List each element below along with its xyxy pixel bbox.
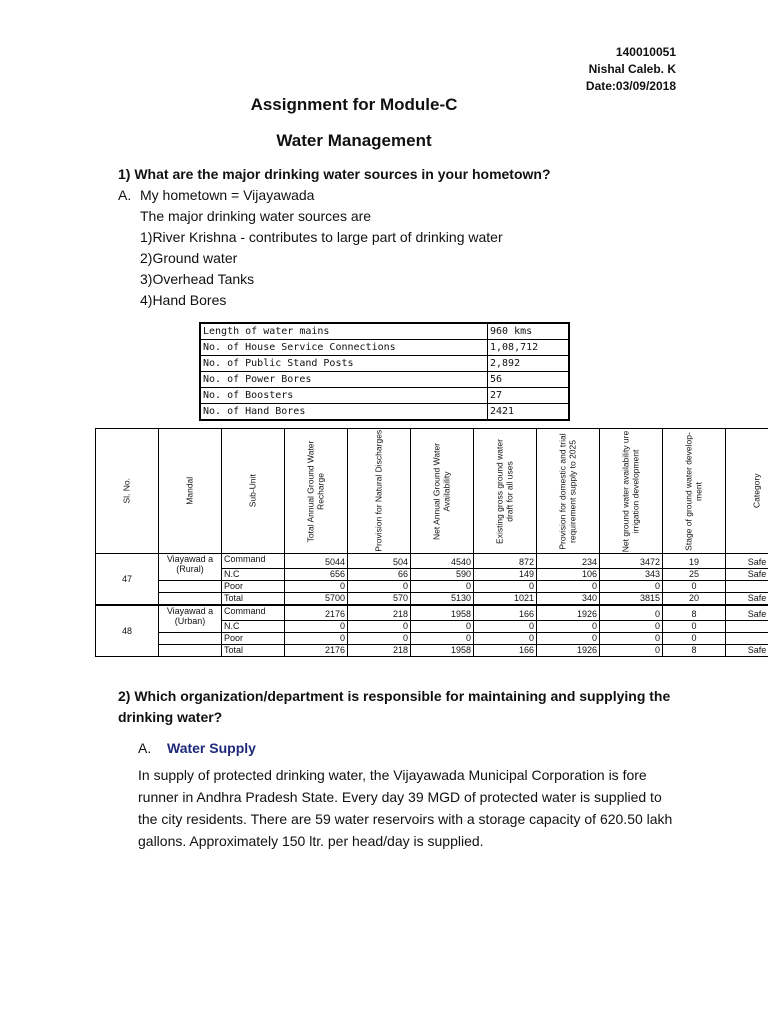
table-row bbox=[200, 404, 569, 421]
table-cell-value: 1,08,712 bbox=[488, 340, 570, 356]
category-cell bbox=[726, 581, 768, 593]
value-cell: 1021 bbox=[474, 593, 537, 606]
column-header: Provision for domestic and trial requirement supply to 2025 bbox=[537, 429, 600, 554]
value-cell: 0 bbox=[285, 581, 348, 593]
table-row bbox=[200, 372, 569, 388]
table-row bbox=[200, 388, 569, 404]
value-cell: 0 bbox=[474, 581, 537, 593]
value-cell: 0 bbox=[348, 633, 411, 645]
value-cell: 0 bbox=[411, 621, 474, 633]
table-cell-value: 27 bbox=[488, 388, 570, 404]
value-cell: 1926 bbox=[537, 645, 600, 657]
value-cell: 0 bbox=[474, 621, 537, 633]
value-cell: 0 bbox=[285, 621, 348, 633]
value-cell: 1958 bbox=[411, 605, 474, 621]
table-cell-label: No. of Public Stand Posts bbox=[200, 356, 488, 372]
column-header: Existing gross ground water draft for all uses bbox=[474, 429, 537, 554]
value-cell: 0 bbox=[600, 645, 663, 657]
table-cell-label: No. of Boosters bbox=[200, 388, 488, 404]
mandal-cell: Viayawad a (Rural) bbox=[159, 554, 222, 581]
table-row bbox=[96, 605, 768, 621]
value-cell: 2176 bbox=[285, 605, 348, 621]
value-cell: 20 bbox=[663, 593, 726, 606]
value-cell: 5044 bbox=[285, 554, 348, 569]
table-row bbox=[200, 323, 569, 340]
value-cell: 340 bbox=[537, 593, 600, 606]
value-cell: 0 bbox=[663, 621, 726, 633]
answer-line bbox=[118, 185, 503, 206]
value-cell: 106 bbox=[537, 569, 600, 581]
value-cell: 0 bbox=[600, 621, 663, 633]
mandal-cell: Viayawad a (Urban) bbox=[159, 605, 222, 633]
mandal-cell bbox=[159, 645, 222, 657]
value-cell: 0 bbox=[537, 633, 600, 645]
table-cell-label: Length of water mains bbox=[200, 323, 488, 340]
serial-number-cell: 47 bbox=[96, 554, 159, 606]
value-cell: 2176 bbox=[285, 645, 348, 657]
date: Date:03/09/2018 bbox=[585, 79, 676, 93]
table-row bbox=[96, 593, 768, 606]
serial-number-cell: 48 bbox=[96, 605, 159, 657]
value-cell: 656 bbox=[285, 569, 348, 581]
value-cell: 0 bbox=[600, 581, 663, 593]
table-row bbox=[96, 554, 768, 569]
value-cell: 590 bbox=[411, 569, 474, 581]
value-cell: 0 bbox=[600, 605, 663, 621]
value-cell: 504 bbox=[348, 554, 411, 569]
water-supply-label: Water Supply bbox=[167, 740, 256, 756]
table-cell-label: No. of Power Bores bbox=[200, 372, 488, 388]
sub-unit-cell: Command bbox=[222, 605, 285, 621]
value-cell: 0 bbox=[411, 633, 474, 645]
column-header: Provision for Natural Discharges bbox=[348, 429, 411, 554]
answer-text: My hometown = Vijayawada bbox=[140, 187, 315, 203]
column-header: Sub-Unit bbox=[222, 429, 285, 554]
value-cell: 218 bbox=[348, 605, 411, 621]
sub-unit-cell: Poor bbox=[222, 581, 285, 593]
value-cell: 149 bbox=[474, 569, 537, 581]
sub-unit-cell: Poor bbox=[222, 633, 285, 645]
category-cell bbox=[726, 633, 768, 645]
mandal-cell bbox=[159, 581, 222, 593]
answer-marker: A. bbox=[138, 740, 152, 756]
value-cell: 0 bbox=[348, 621, 411, 633]
value-cell: 0 bbox=[411, 581, 474, 593]
answer-line: 2)Ground water bbox=[140, 250, 238, 266]
table-row bbox=[200, 356, 569, 372]
mandal-cell bbox=[159, 633, 222, 645]
table-cell-value: 56 bbox=[488, 372, 570, 388]
student-name: Nishal Caleb. K bbox=[588, 62, 676, 76]
page-subtitle: Water Management bbox=[276, 131, 432, 150]
question-2: 2) Which organization/department is responsible for maintaining and supplying the drinking water? bbox=[118, 688, 671, 725]
value-cell: 570 bbox=[348, 593, 411, 606]
table-cell-value: 2421 bbox=[488, 404, 570, 421]
answer-line: 3)Overhead Tanks bbox=[140, 271, 255, 287]
question-1: 1) What are the major drinking water sources in your hometown? bbox=[118, 166, 551, 182]
value-cell: 66 bbox=[348, 569, 411, 581]
table-cell-label: No. of Hand Bores bbox=[200, 404, 488, 421]
table-row bbox=[96, 645, 768, 657]
value-cell: 25 bbox=[663, 569, 726, 581]
value-cell: 0 bbox=[663, 633, 726, 645]
column-header: Total Annual Ground Water Recharge bbox=[285, 429, 348, 554]
header-block bbox=[586, 44, 676, 95]
roll-number: 140010051 bbox=[615, 45, 676, 59]
answer-line: 4)Hand Bores bbox=[140, 292, 227, 308]
value-cell: 218 bbox=[348, 645, 411, 657]
category-cell: Safe bbox=[726, 554, 768, 569]
sub-unit-cell: Command bbox=[222, 554, 285, 569]
value-cell: 1958 bbox=[411, 645, 474, 657]
table-cell-value: 2,892 bbox=[488, 356, 570, 372]
value-cell: 0 bbox=[348, 581, 411, 593]
sub-unit-cell: N.C bbox=[222, 621, 285, 633]
category-cell: Safe bbox=[726, 593, 768, 606]
mandal-cell bbox=[159, 593, 222, 606]
column-header: Category bbox=[726, 429, 768, 554]
groundwater-table bbox=[95, 428, 768, 657]
groundwater-table-body bbox=[96, 554, 768, 657]
column-header: Stage of ground water develop-ment bbox=[663, 429, 726, 554]
value-cell: 0 bbox=[663, 581, 726, 593]
value-cell: 0 bbox=[537, 621, 600, 633]
value-cell: 0 bbox=[474, 633, 537, 645]
value-cell: 3815 bbox=[600, 593, 663, 606]
value-cell: 0 bbox=[537, 581, 600, 593]
column-header: Sl. No. bbox=[96, 429, 159, 554]
value-cell: 0 bbox=[600, 633, 663, 645]
value-cell: 19 bbox=[663, 554, 726, 569]
page-title: Assignment for Module-C bbox=[250, 95, 458, 114]
table-row bbox=[200, 340, 569, 356]
table-row bbox=[96, 633, 768, 645]
sub-unit-cell: Total bbox=[222, 593, 285, 606]
value-cell: 343 bbox=[600, 569, 663, 581]
sub-unit-cell: Total bbox=[222, 645, 285, 657]
value-cell: 166 bbox=[474, 605, 537, 621]
answer-line: 1)River Krishna - contributes to large part of drinking water bbox=[140, 229, 503, 245]
column-header: Mandal bbox=[159, 429, 222, 554]
value-cell: 234 bbox=[537, 554, 600, 569]
category-cell: Safe bbox=[726, 645, 768, 657]
value-cell: 872 bbox=[474, 554, 537, 569]
column-header: Net ground water availability ure irrigation development bbox=[600, 429, 663, 554]
answer-1 bbox=[118, 185, 503, 311]
water-infrastructure-table bbox=[199, 322, 570, 421]
answer-2-heading bbox=[138, 740, 256, 756]
table-row bbox=[96, 581, 768, 593]
column-header: Net Annual Ground Water Availability bbox=[411, 429, 474, 554]
value-cell: 4540 bbox=[411, 554, 474, 569]
category-cell: Safe bbox=[726, 569, 768, 581]
value-cell: 8 bbox=[663, 605, 726, 621]
table-header-row bbox=[96, 429, 768, 554]
category-cell: Safe bbox=[726, 605, 768, 621]
value-cell: 3472 bbox=[600, 554, 663, 569]
table-cell-value: 960 kms bbox=[488, 323, 570, 340]
value-cell: 166 bbox=[474, 645, 537, 657]
answer-2-paragraph: In supply of protected drinking water, the Vijayawada Municipal Corporation is fore runner in Andhra Pradesh State. Every day 39 MGD of protected water is supplied to the city residents. There are 59 water reservoirs with a storage capacity of 620.50 lakh gallons. Approximately 150 ltr. per head/day is supplied. bbox=[138, 767, 673, 849]
category-cell bbox=[726, 621, 768, 633]
value-cell: 8 bbox=[663, 645, 726, 657]
table-cell-label: No. of House Service Connections bbox=[200, 340, 488, 356]
value-cell: 5700 bbox=[285, 593, 348, 606]
answer-line: The major drinking water sources are bbox=[140, 208, 372, 224]
value-cell: 5130 bbox=[411, 593, 474, 606]
value-cell: 0 bbox=[285, 633, 348, 645]
value-cell: 1926 bbox=[537, 605, 600, 621]
sub-unit-cell: N.C bbox=[222, 569, 285, 581]
answer-marker: A. bbox=[118, 187, 132, 203]
